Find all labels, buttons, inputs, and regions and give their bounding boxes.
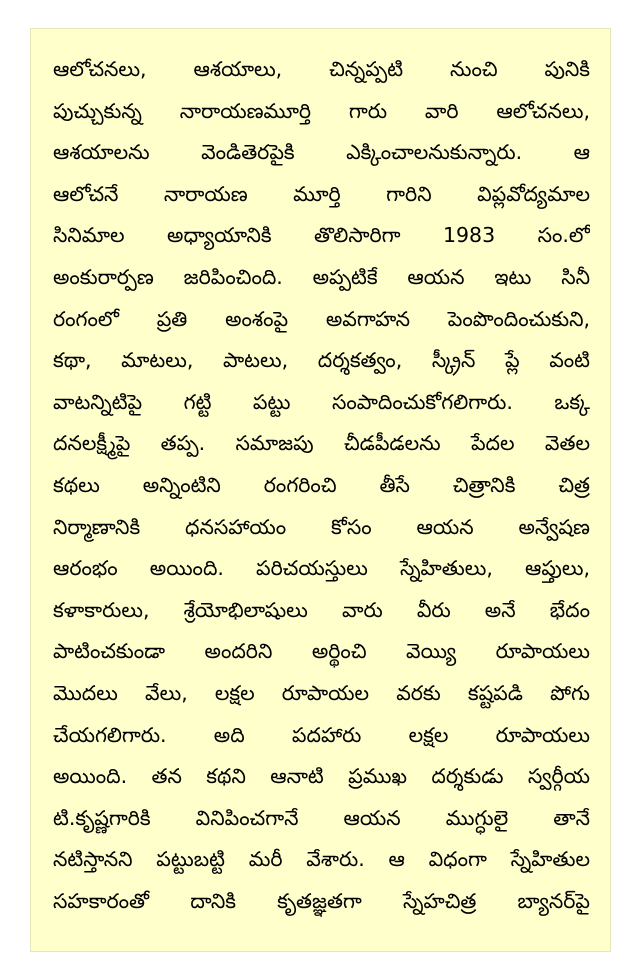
text-line: దనలక్ష్మీపై తప్ప. సమాజపు చీడపీడలను పేదల వెతల [53, 431, 590, 456]
text-line: కథా, మాటలు, పాటలు, దర్శకత్వం, స్క్రీన్ ప్లే వంటి [53, 348, 590, 373]
text-line: అంకురార్పణ జరిపించింది. అప్పటికే ఆయన ఇటు సినీ [53, 264, 590, 289]
text-line: టి.కృష్ణగారికి వినిపించగానే ఆయన ముగ్ధులై తానే [53, 805, 590, 830]
page-panel [30, 28, 611, 952]
text-line: సహకారంతో దానికి కృతజ్ఞతగా స్నేహచిత్ర బ్యానర్‌పై [53, 888, 590, 913]
text-line: కథలు అన్నింటిని రంగరించి తీసే చిత్రానికి చిత్ర [53, 472, 590, 497]
text-line: నిర్మాణానికి ధనసహాయం కోసం ఆయన అన్వేషణ [53, 514, 590, 539]
text-line: సినిమాల అధ్యాయానికి తొలిసారిగా 1983 సం.లో [53, 223, 590, 248]
text-line: ఆలోచనలు, ఆశయాలు, చిన్నప్పటి నుంచి పునికి [53, 57, 590, 81]
text-line: ఆరంభం అయింది. పరిచయస్తులు స్నేహితులు, ఆప్తులు, [53, 556, 590, 581]
text-line: ఆలోచనే నారాయణ మూర్తి గారిని విప్లవోద్యమాల [53, 181, 590, 206]
text-line: నటిస్తానని పట్టుబట్టి మరీ వేశారు. ఆ విధంగా స్నేహితుల [53, 847, 590, 872]
text-line: పాటించకుండా అందరిని అర్థించి వెయ్యి రూపాయలు [53, 639, 590, 664]
text-line: పుచ్చుకున్న నారాయణమూర్తి గారు వారి ఆలోచనలు, [53, 98, 590, 123]
text-line: కళాకారులు, శ్రేయోభిలాషులు వారు వీరు అనే భేదం [53, 597, 590, 622]
text-line: రంగంలో ప్రతి అంశంపై అవగాహన పెంపొందించుకుని, [53, 306, 590, 331]
text-line: ఆశయాలను వెండితెరపైకి ఎక్కించాలనుకున్నారు. ఆ [53, 140, 590, 165]
text-line: వాటన్నిటిపై గట్టి పట్టు సంపాదించుకోగలిగారు. ఒక్క [53, 389, 590, 414]
text-line: అయింది. తన కథని ఆనాటి ప్రముఖ దర్శకుడు స్వర్గీయ [53, 764, 590, 789]
text-line: మొదలు వేలు, లక్షల రూపాయల వరకు కష్టపడి పోగు [53, 680, 590, 705]
text-line: చేయగలిగారు. అది పదహారు లక్షల రూపాయలు [53, 722, 590, 747]
